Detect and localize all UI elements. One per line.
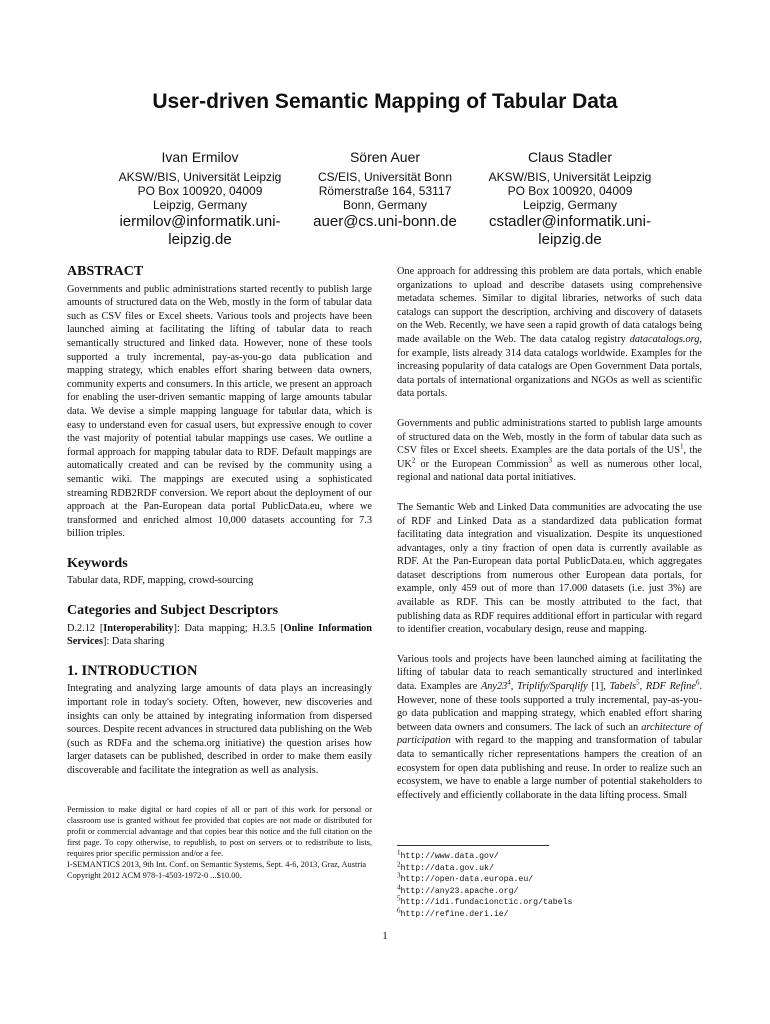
footnote[interactable]: $^3$http://open-data.europa.eu/ xyxy=(397,871,534,885)
paragraph: The Semantic Web and Linked Data communities are advocating the use of RDF and Linked Data as a standardized data publication format facilitating data integration and visualization. Despite its unquestioned advantages, only a tiny fraction of open data is currently available as RDF. At the Pan-European data portal PublicData.eu, which aggregates dataset descriptions from numerous other European data portals, for example, only 459 out of more than 17.000 datasets (i.e. just 3%) are available as RDF. This can be mostly attributed to the fact, that publishing data as RDF requires additional effort in particular with regard to identifier creation, vocabulary design, reuse and mapping. xyxy=(397,501,702,636)
keywords-text: Tabular data, RDF, mapping, crowd-sourcing xyxy=(67,575,254,587)
paragraph: Various tools and projects have been launched aiming at facilitating the lifting of tabular data to reach semantically structured and interlinked data. Examples are $Any23^4$, Triplify/Sparqlify [1], Tabels$^5$, RDF Refine$^6$. However, none of these tools supported a truly incremental, pay-as-you-go data publication and mapping strategy, which enabled effort sharing between data owners and consumers. The lack of such an architecture of participation with regard to the mapping and transformation of tabular data to semantically richer representations hampers the creation of an ecosystem for open data publishing and reuse. In order to realize such an ecosystem, we have to enable a large number of potential stakeholders to effectively and efficiently collaborate in the data lifting process. Small xyxy=(397,653,703,801)
author-block-1 xyxy=(100,150,300,248)
abstract-text: Governments and public administrations started recently to publish large amounts of structured data on the Web, mostly in the form of tabular data such as CSV files or Excel sheets. Various tools and projects have been launched aiming at facilitating the lifting of tabular data to reach semantically structured and linked data. However, none of these tools supported a truly incremental, pay-as-you-go data publication and mapping strategy, which enables effort sharing between data owners, community experts and consumers. In this article, we present an approach for enabling the user-driven semantic mapping of large amounts tabular data. We devise a simple mapping language for tabular data, which is easy to understand even for casual users, but expressive enough to cover the vast majority of potential tabular mappings use cases. We outline a formal approach for mapping tabular data to RDF. Default mappings are automatically created and can be revised by the community using a semantic wiki. The mappings are executed using a sophisticated streaming RDB2RDF conversion. We report about the deployment of our approach at the Pan-European data portal PublicData.eu, where we transformed and enriched almost 10,000 datasets accounting for 7.3 billion triples. xyxy=(67,283,372,540)
author-city: Bonn, Germany xyxy=(342,198,428,212)
author-address: Römerstraße 164, 53117 xyxy=(318,184,452,198)
paper-title: User-driven Semantic Mapping of Tabular Data xyxy=(152,90,618,113)
author-affiliation: AKSW/BIS, Universität Leipzig xyxy=(488,170,652,184)
author-city: Leipzig, Germany xyxy=(152,198,248,212)
footnote[interactable]: $^6$http://refine.deri.ie/ xyxy=(397,906,509,919)
footnote[interactable]: $^1$http://www.data.gov/ xyxy=(397,848,499,861)
author-email-cont[interactable]: leipzig.de xyxy=(538,231,602,248)
author-city: Leipzig, Germany xyxy=(522,198,618,212)
permission-notice: Permission to make digital or hard copies of all or part of this work for personal or classroom use is granted without fee provided that copies are not made or distributed for profit or commercial advantage and that copies bear this notice and the full citation on the first page. To copy otherwise, to republish, to post on servers or to redistribute to lists, requires prior specific permission and/or a fee. I-SEMANTICS 2013, 9th Int. Conf. on Semantic Systems, Sept. 4-6, 2013, Graz, Austria Copyright 2012 ACM 978-1-4503-1972-0 ...$10.00. xyxy=(67,804,372,880)
footnote[interactable]: $^2$http://data.gov.uk/ xyxy=(397,859,494,873)
keywords-heading: Keywords xyxy=(67,555,128,571)
paragraph: Governments and public administrations started to publish large amounts of structured data on the Web, mostly in the form of tabular data such as CSV files or Excel sheets. Examples are the data portals of the $US^1$, the $UK^2$ or the European Commission$^3$ as well as numerous other local, regional and national data portal initiatives. xyxy=(397,417,703,484)
page-number: 1 xyxy=(382,930,388,942)
author-block-2 xyxy=(285,150,485,230)
categories-heading: Categories and Subject Descriptors xyxy=(67,603,279,619)
footnotes xyxy=(397,848,573,921)
author-name: Ivan Ermilov xyxy=(161,149,239,165)
categories-text: D.2.12 [Interoperability]: Data mapping; H.3.5 [Online Information Services]: Data sharing xyxy=(67,622,372,648)
footnote[interactable]: $^4$http://any23.apache.org/ xyxy=(397,883,519,896)
intro-heading: 1. INTRODUCTION xyxy=(67,662,198,679)
intro-text: Integrating and analyzing large amounts of data plays an increasingly important role in today's society. Often, however, new discoveries and insights can only be attained by integrating information from dispersed sources. Despite recent advances in structured data publishing on the Web (such as RDFa and the schema.org initiative) the question arises how larger datasets can be published, described in order to make them easily discoverable and facilitate the integration as well as analysis. xyxy=(67,683,372,776)
left-column xyxy=(67,265,372,881)
author-name: Sören Auer xyxy=(349,149,421,165)
author-email[interactable]: cstadler@informatik.uni- xyxy=(489,213,651,230)
author-address: PO Box 100920, 04009 xyxy=(137,184,263,198)
author-email[interactable]: iermilov@informatik.uni- xyxy=(119,213,281,230)
author-email[interactable]: auer@cs.uni-bonn.de xyxy=(313,213,457,230)
author-email-cont[interactable]: leipzig.de xyxy=(168,231,232,248)
paragraph: One approach for addressing this problem are data portals, which enable organizations to upload and describe datasets using comprehensive metadata schemes. Similar to digital libraries, networks of such data catalogs can support the description, archiving and discovery of datasets on the Web. Recently, we have seen a rapid growth of data catalogs being made available on the Web. The data catalog registry datacatalogs.org, for example, lists already 314 data catalogs worldwide. Examples for the increasing popularity of data catalogs are Open Government Data portals, data portals of international organizations and NGOs as well as scientific data portals. xyxy=(397,266,702,400)
author-affiliation: AKSW/BIS, Universität Leipzig xyxy=(118,170,282,184)
right-column xyxy=(397,265,702,802)
footnote-divider xyxy=(397,845,549,846)
abstract-heading: ABSTRACT xyxy=(67,264,144,279)
footnote[interactable]: $^5$http://idi.fundacionctic.org/tabels xyxy=(397,894,573,908)
author-address: PO Box 100920, 04009 xyxy=(507,184,633,198)
author-affiliation: CS/EIS, Universität Bonn xyxy=(317,170,453,184)
author-name: Claus Stadler xyxy=(527,149,613,165)
author-block-3 xyxy=(470,150,670,248)
